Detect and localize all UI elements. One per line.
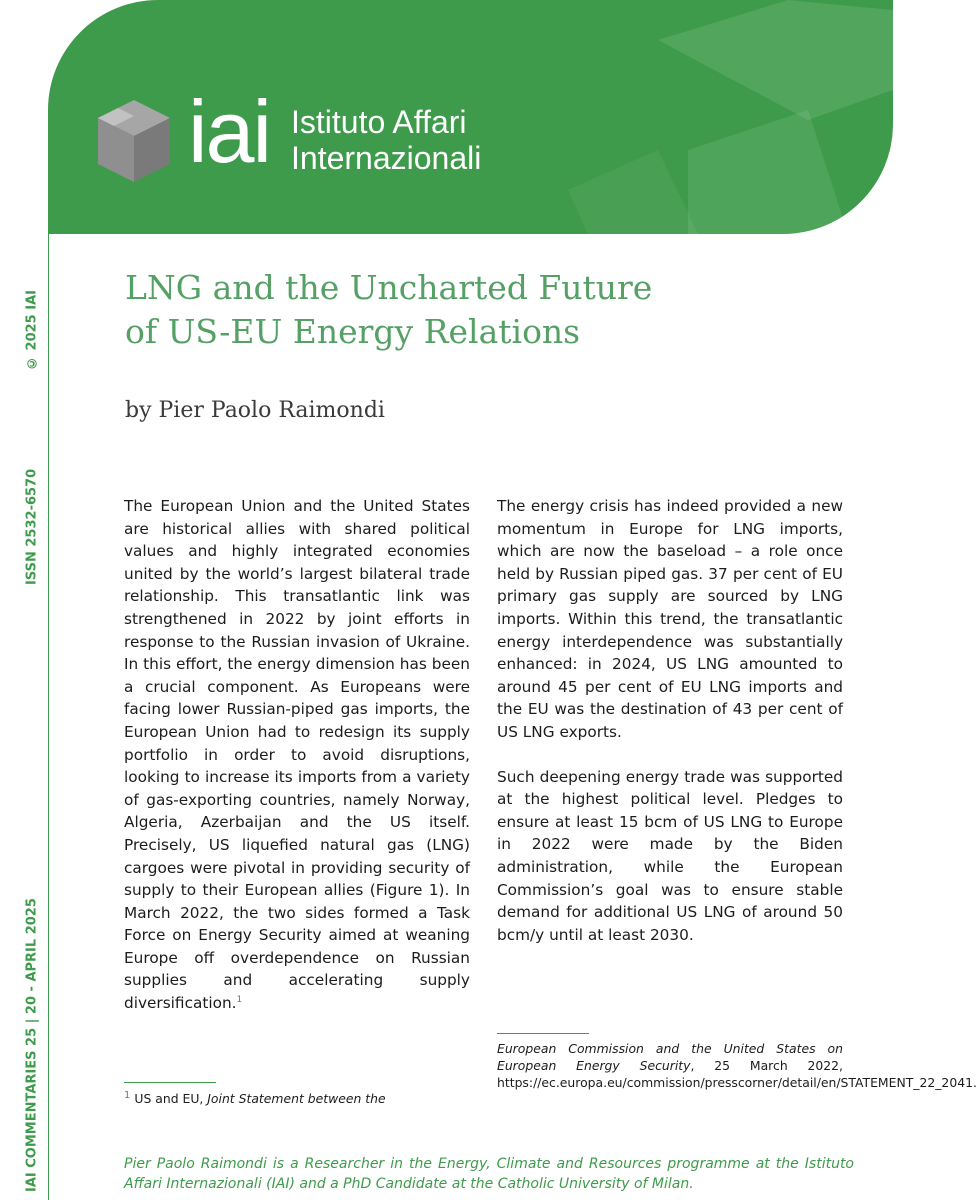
institute-name-line1: Istituto Affari [291,104,467,140]
body-paragraph: Such deepening energy trade was supported at the highest political level. Pledges to ensure at least 15 bcm of US LNG to Europe in 2022 were made by the Biden administration, while the European Commission’s goal was to ensure stable demand for additional US LNG of around 50 bcm/y until at least 2030. [497,767,843,944]
body-column-right [497,495,843,946]
footnote-divider [124,1082,216,1083]
institute-name-line2: Internazionali [291,140,482,176]
institute-name [291,104,481,176]
footnote-divider [497,1033,589,1034]
sidebar-series-info: IAI COMMENTARIES 25 | 20 - APRIL 2025 [24,898,40,1192]
footnote-right [497,1040,977,1091]
body-paragraph: The energy crisis has indeed provided a new momentum in Europe for LNG imports, which are now the baseload – a role once held by Russian piped gas. 37 per cent of EU primary gas supply are sourced by LNG imports. Within this trend, the transatlantic energy interdependence was substantially enhanced: in 2024, US LNG amounted to around 45 per cent of EU LNG imports and the EU was the destination of 43 per cent of US LNG exports. [497,497,843,741]
footnote-title: Joint Statement between the [207,1091,386,1106]
body-paragraph [124,495,470,1015]
page-title [125,266,845,354]
sidebar-issn: ISSN 2532-6570 [24,468,40,585]
body-column-left [124,495,470,1015]
paragraph-text: The European Union and the United States are historical allies with shared political values and highly integrated economies united by the world’s largest bilateral trade relationship. This transatlantic link was strengthened in 2022 by joint efforts in response to the Russian invasion of Ukraine. In this effort, the energy dimension has been a crucial component. As Europeans were facing lower Russian-piped gas imports, the European Union had to redesign its supply portfolio in order to avoid disruptions, looking to increase its imports from a variety of gas-exporting countries, namely Norway, Algeria, Azerbaijan and the US itself. Precisely, US liquefied natural gas (LNG) cargoes were pivotal in providing security of supply to their European allies (Figure 1). In March 2022, the two sides formed a Task Force on Energy Security aimed at weaning Europe off overdependence on Russian supplies and accelerating supply diversification. [124,497,470,1013]
sidebar-copyright: © 2025 IAI [24,290,40,370]
footnote-text: US and EU, [134,1091,208,1106]
footnote-number: 1 [124,1089,131,1101]
footnote-reference: 1 [236,994,243,1005]
logo-wordmark: iai [188,82,271,181]
footnote-text: , 25 March 2022, https://ec.europa.eu/commission/presscorner/detail/en/STATEMENT_22_2041. [497,1058,977,1090]
author-byline: by Pier Paolo Raimondi [125,398,385,423]
iai-logo-icon [88,88,188,206]
title-line1: LNG and the Uncharted Future [125,268,653,307]
footnote-title: European Commission and the United States on European Energy Security [497,1041,843,1073]
title-line2: of US-EU Energy Relations [125,312,581,351]
footnote-left [124,1090,470,1107]
author-bio: Pier Paolo Raimondi is a Researcher in the Energy, Climate and Resources programme at the Istituto Affari Internazionali (IAI) and a PhD Candidate at the Catholic University of Milan. [124,1156,854,1192]
header-banner [48,0,893,234]
left-margin-rule [48,234,49,1200]
